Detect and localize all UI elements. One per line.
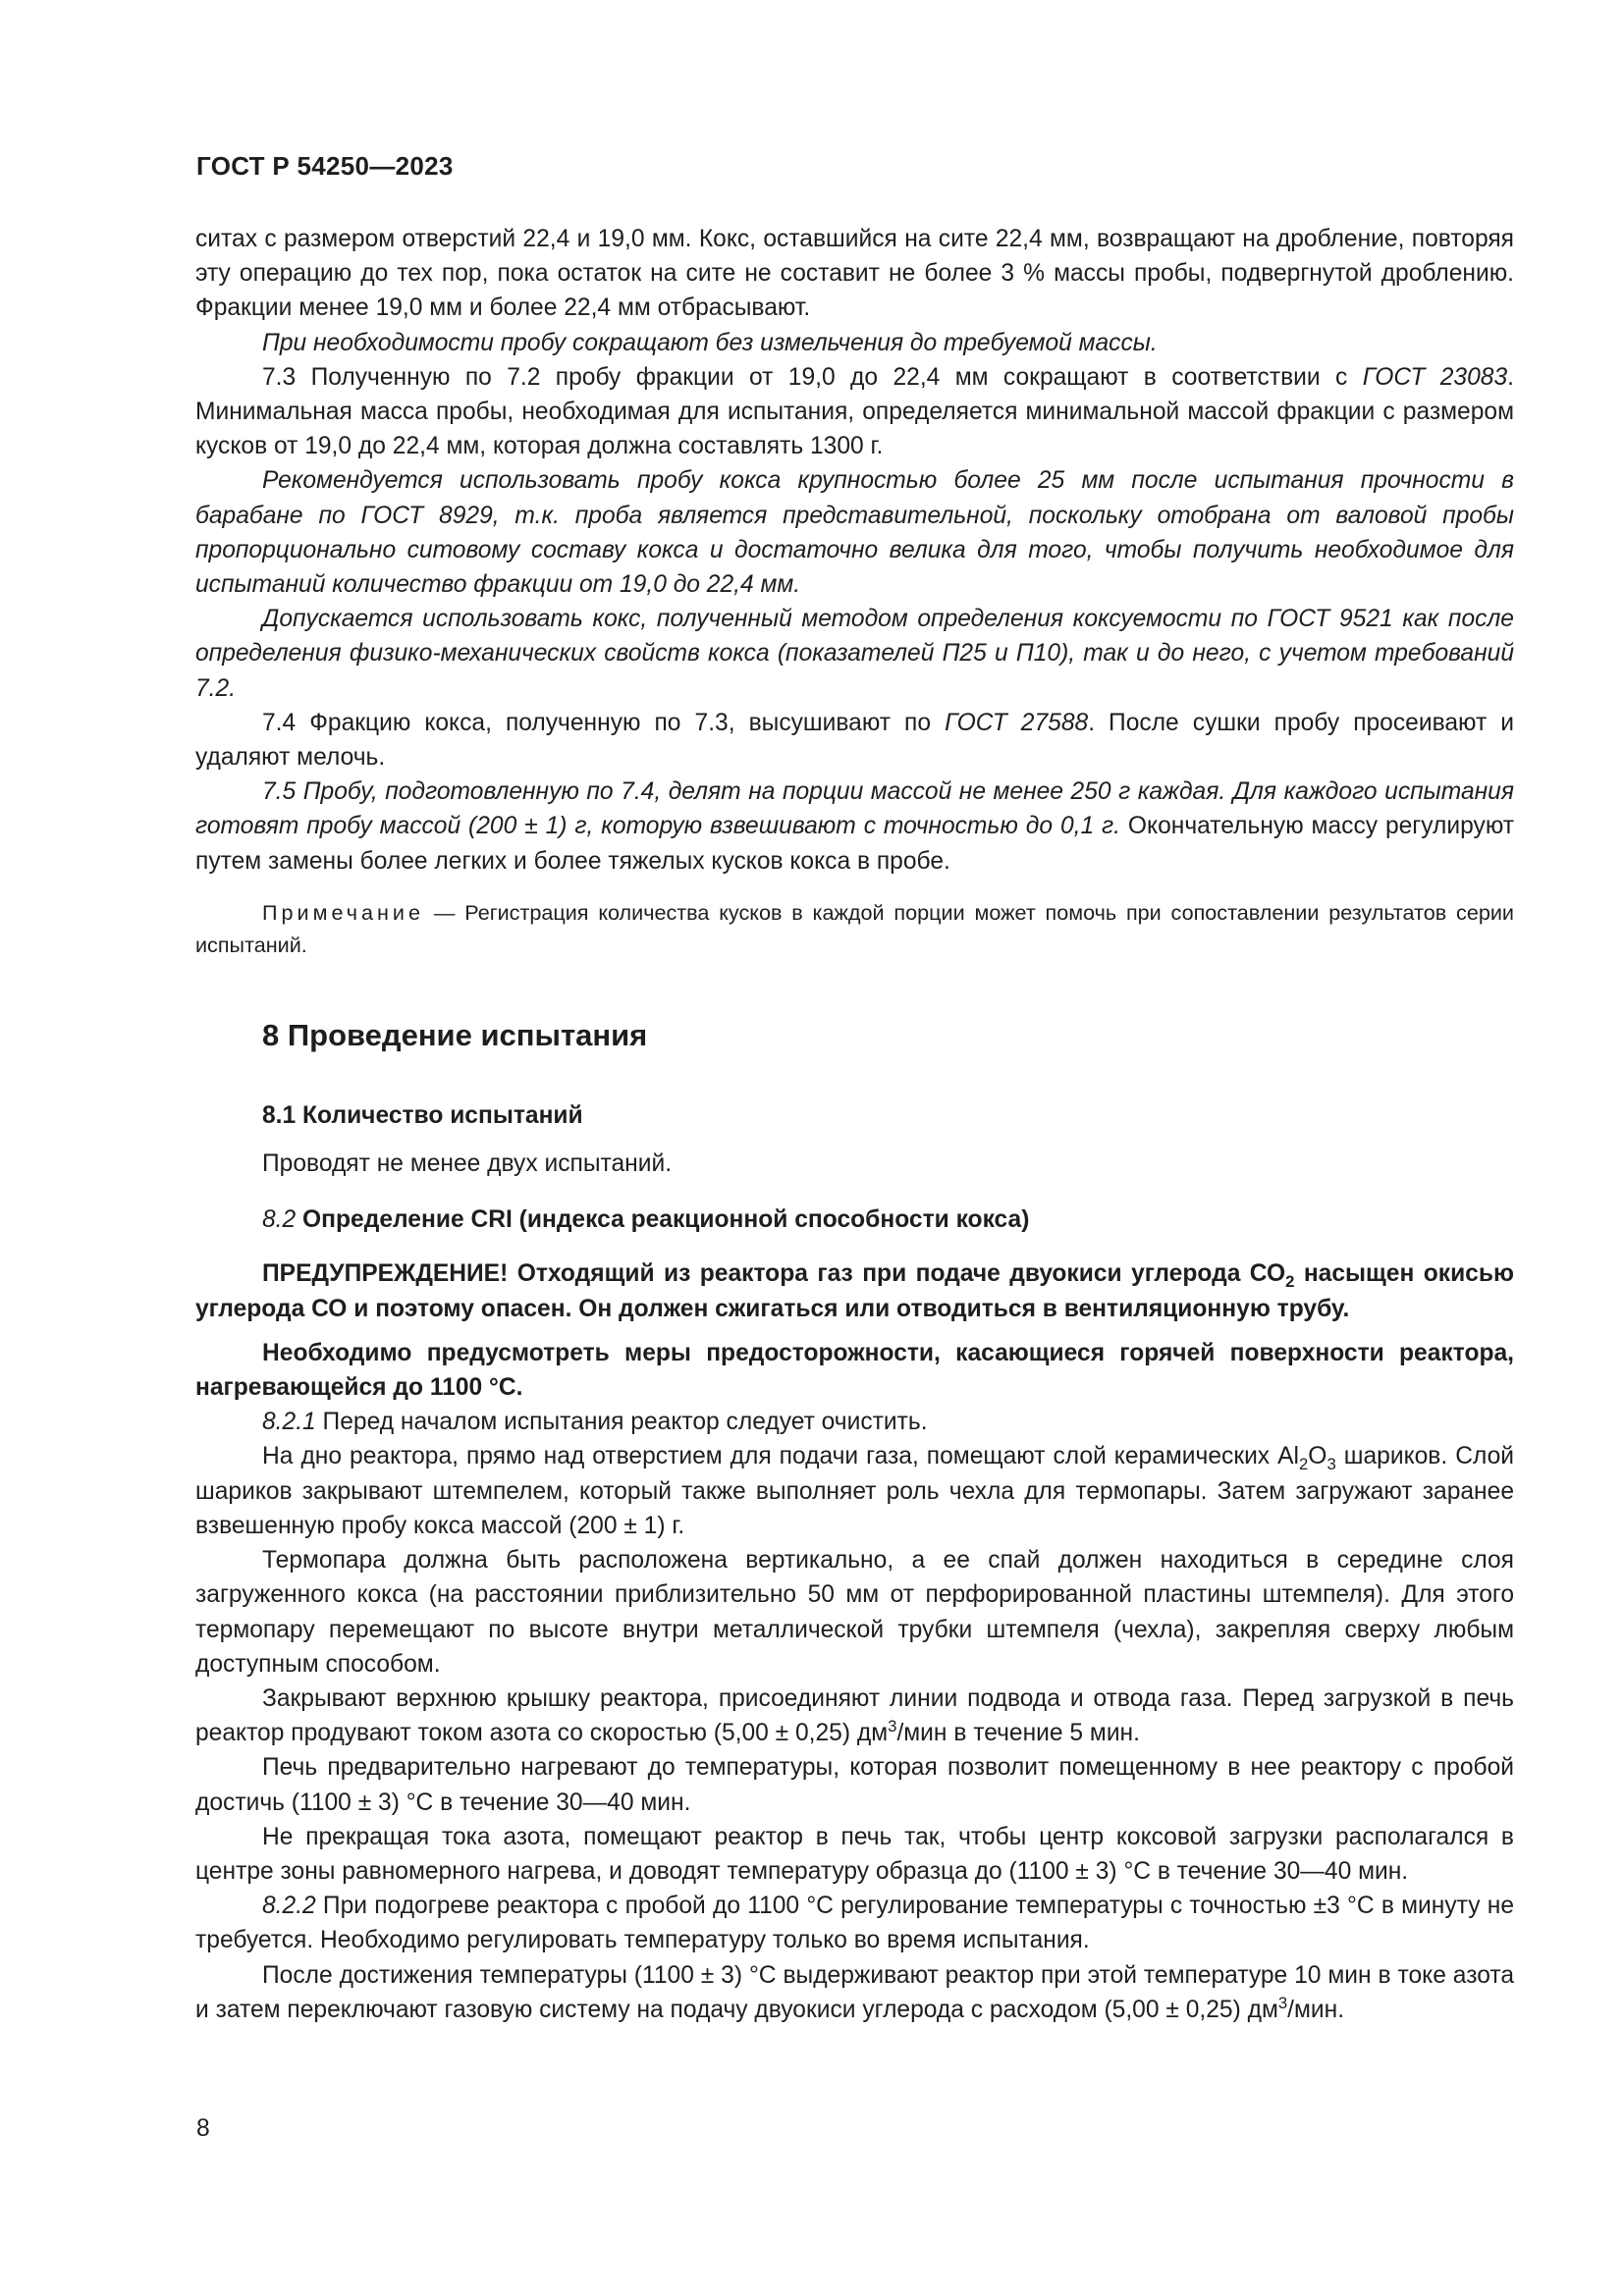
italic-text: Допускается использовать кокс, полученный методом определения коксуемости по ГОСТ 9521 как после определения физико-механических свойств кокса (показателей П25 и П10), так и до него, с учетом требований 7.2.: [195, 606, 1514, 702]
paragraph-7-3: [195, 360, 1514, 464]
paragraph: [195, 1958, 1514, 2027]
italic-text: Рекомендуется использовать пробу кокса крупностью более 25 мм после испытания прочности в барабане по ГОСТ 8929, т.к. проба является представительной, поскольку отобрана от валовой пробы пропорционально ситовому составу кокса и достаточно велика для того, чтобы получить необходимое для испытаний количество фракции от 19,0 до 22,4 мм.: [195, 467, 1514, 599]
text: На дно реактора, прямо над отверстием для подачи газа, помещают слой керамических Al: [262, 1443, 1299, 1470]
paragraph: [195, 326, 1514, 360]
text: шариков. Слой шариков закрывают штемпелем, который также выполняет роль чехла для термопары. Затем загружают заранее взвешенную пробу кокса массой (200 ± 1) г.: [195, 1443, 1514, 1539]
text: 7.4 Фракцию кокса, полученную по 7.3, высушивают по: [262, 709, 946, 736]
standard-reference: ГОСТ 27588: [945, 709, 1089, 736]
section-8-heading: 8 Проведение испытания: [262, 1017, 648, 1052]
warning-paragraph: Необходимо предусмотреть меры предосторожности, касающиеся горячей поверхности реактора, нагревающейся до 1100 °С.: [195, 1339, 1514, 1402]
subscript: 2: [1285, 1272, 1295, 1292]
paragraph: Термопара должна быть расположена вертикально, а ее спай должен находиться в середине слоя загруженного кокса (на расстоянии приблизительно 50 мм от перфорированной пластины штемпеля). Для этого термопару перемещают по высоте внутри металлической трубки штемпеля (чехла), закрепляя сверху любым доступным способом.: [195, 1547, 1514, 1678]
paragraph: [195, 602, 1514, 706]
document-code-header: ГОСТ Р 54250—2023: [196, 151, 454, 181]
paragraph: [195, 463, 1514, 602]
text: Перед началом испытания реактор следует очистить.: [315, 1409, 928, 1436]
note-text: — Регистрация количества кусков в каждой порции может помочь при сопоставлении результатов серии испытаний.: [195, 899, 1514, 957]
italic-text: 7.5 Пробу, подготовленную по 7.4, делят на порции массой не менее 250 г каждая. Для каждого испытания готовят пробу массой (200 ± 1) г, которую взвешивают с точностью до 0,1 г.: [195, 778, 1514, 840]
page-number: 8: [196, 2115, 210, 2142]
text: 7.3 Полученную по 7.2 пробу фракции от 19,0 до 22,4 мм сокращают в соответствии с: [262, 363, 1363, 391]
paragraph: [195, 1439, 1514, 1543]
subscript: 3: [1326, 1455, 1336, 1474]
paragraph: Печь предварительно нагревают до температуры, которая позволит помещенному в нее реактору с пробой достичь (1100 ± 3) °С в течение 30—40 мин.: [195, 1754, 1514, 1816]
note: [195, 896, 1514, 961]
paragraph: Проводят не менее двух испытаний.: [262, 1150, 673, 1178]
paragraph-8-2-2: [195, 1889, 1514, 1957]
section-number: 8.2.2: [262, 1893, 316, 1920]
text: . Минимальная масса пробы, необходимая для испытания, определяется минимальной массой фракции с размером кусков от 19,0 до 22,4 мм, которая должна составлять 1300 г.: [195, 363, 1514, 460]
superscript: 3: [888, 1716, 897, 1735]
text: /мин в течение 5 мин.: [896, 1720, 1140, 1747]
text: /мин.: [1287, 1996, 1345, 2023]
subsection-8-1-heading: 8.1 Количество испытаний: [262, 1101, 583, 1129]
italic-text: При необходимости пробу сокращают без измельчения до требуемой массы.: [262, 329, 1158, 356]
note-label: Примечание: [262, 899, 424, 925]
document-body: [195, 222, 1514, 2027]
text: . После сушки пробу просеивают и удаляют мелочь.: [195, 709, 1514, 772]
text: Окончательную массу регулируют путем замены более легких и более тяжелых кусков кокса в пробе.: [195, 813, 1514, 875]
warning-paragraph: [195, 1256, 1514, 1325]
paragraph: ситах с размером отверстий 22,4 и 19,0 мм. Кокс, оставшийся на сите 22,4 мм, возвращают на дробление, повторяя эту операцию до тех пор, пока остаток на сите не составит не более 3 % массы пробы, подвергнутой дроблению. Фракции менее 19,0 мм и более 22,4 мм отбрасывают.: [195, 226, 1514, 322]
text: При подогреве реактора с пробой до 1100 °С регулирование температуры с точностью ±3 °С в минуту не требуется. Необходимо регулировать температуру только во время испытания.: [195, 1893, 1514, 1954]
paragraph-7-4: [195, 706, 1514, 774]
text: ПРЕДУПРЕЖДЕНИЕ! Отходящий из реактора газ при подаче двуокиси углерода СО: [262, 1260, 1286, 1288]
superscript: 3: [1277, 1993, 1288, 2012]
subsection-8-2-heading: [195, 1202, 1514, 1237]
text: После достижения температуры (1100 ± 3) °С выдерживают реактор при этой температуре 10 мин в токе азота и затем переключают газовую систему на подачу двуокиси углерода с расходом (5,00 ± 0,25) дм: [195, 1961, 1514, 2023]
paragraph: Не прекращая тока азота, помещают реактор в печь так, чтобы центр коксовой загрузки располагался в центре зоны равномерного нагрева, и доводят температуру образца до (1100 ± 3) °С в течение 30—40 мин.: [195, 1823, 1514, 1885]
paragraph-7-5: [195, 774, 1514, 879]
section-number: 8.2: [262, 1206, 297, 1234]
paragraph: [195, 1682, 1514, 1750]
standard-reference: ГОСТ 23083: [1362, 363, 1508, 391]
section-number: 8.2.1: [262, 1409, 316, 1436]
text: насыщен окисью углерода СО и поэтому опасен. Он должен сжигаться или отводиться в вентиляционную трубу.: [195, 1260, 1514, 1322]
subscript: 2: [1298, 1455, 1309, 1474]
text: O: [1308, 1443, 1327, 1470]
paragraph-8-2-1: [195, 1405, 1514, 1439]
heading-text: Определение CRI (индекса реакционной способности кокса): [296, 1206, 1030, 1234]
text: Закрывают верхнюю крышку реактора, присоединяют линии подвода и отвода газа. Перед загрузкой в печь реактор продувают током азота со скоростью (5,00 ± 0,25) дм: [195, 1684, 1514, 1747]
